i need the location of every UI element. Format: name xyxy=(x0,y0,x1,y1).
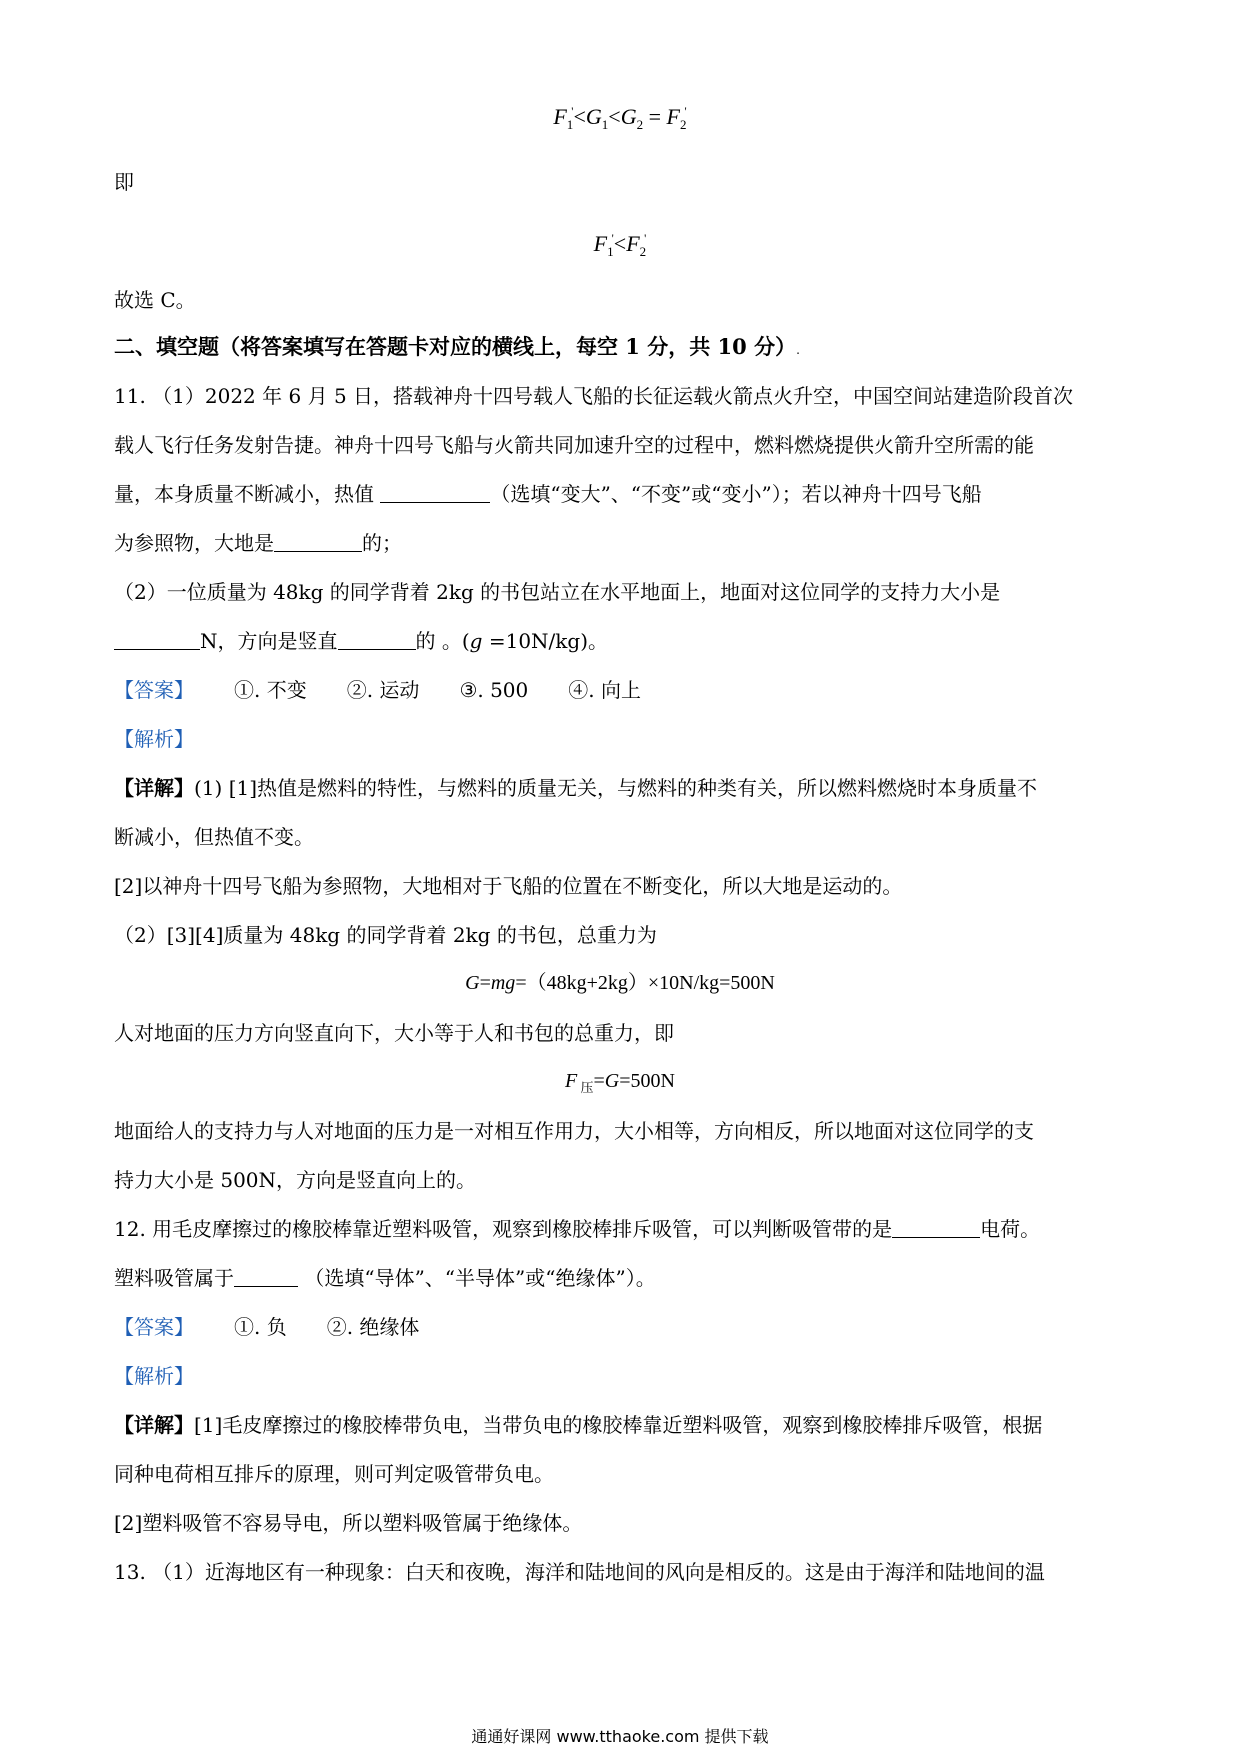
page-footer: 通通好课网 www.tthaoke.com 提供下载 xyxy=(471,1727,769,1746)
q11-g-symbol: g xyxy=(469,629,483,653)
q12-blank-1 xyxy=(892,1217,980,1238)
q12-line-2-rest: （选填“导体”、“半导体”或“绝缘体”）。 xyxy=(298,1266,656,1290)
q11-detail-5: 人对地面的压力方向竖直向下，大小等于人和书包的总重力，即 xyxy=(114,1021,674,1045)
q12-answer-1: ①. 负 xyxy=(234,1315,287,1339)
section-dot: . xyxy=(796,343,800,357)
q11-blank-1 xyxy=(380,482,490,503)
q11-line-4-text: 为参照物，大地是 xyxy=(114,531,274,555)
section-title xyxy=(114,333,800,364)
q12-line-1-rest: 电荷。 xyxy=(980,1217,1041,1241)
q11-detail-6: 地面给人的支持力与人对地面的压力是一对相互作用力，大小相等，方向相反，所以地面对这位同学的支 xyxy=(114,1119,1034,1143)
q11-line-5: （2）一位质量为 48kg 的同学背着 2kg 的书包站立在水平地面上，地面对这位同学的支持力大小是 xyxy=(114,580,1001,604)
q12-detail-tag: 【详解】 xyxy=(114,1413,194,1437)
q11-answer-3: ③. 500 xyxy=(459,678,529,702)
q11-equation-gravity: G=mg=（48kg+2kg）×10N/kg=500N xyxy=(465,972,775,994)
q11-blank-4 xyxy=(338,629,416,650)
q12-detail-1-text: [1]毛皮摩擦过的橡胶棒带负电，当带负电的橡胶棒靠近塑料吸管，观察到橡胶棒排斥吸管，根据 xyxy=(194,1413,1043,1437)
q12-analysis-tag: 【解析】 xyxy=(114,1364,194,1388)
q11-blank-2 xyxy=(274,531,362,552)
q13-line-1: 13. （1）近海地区有一种现象：白天和夜晚，海洋和陆地间的风向是相反的。这是由于海洋和陆地间的温 xyxy=(114,1560,1045,1584)
equation-force-gravity-chain: $F_1'<G_1<G_2 = F_2'$ xyxy=(553,104,687,132)
q11-answer-tag: 【答案】 xyxy=(114,678,194,702)
q11-answer-1: ①. 不变 xyxy=(234,678,307,702)
q12-line-1 xyxy=(114,1215,1040,1243)
q11-line-6-text: N，方向是竖直 xyxy=(200,629,338,653)
q11-line-6-mid: 的 。( xyxy=(415,629,470,653)
equation-f1-lt-f2: $F_1'<F_2'$ xyxy=(593,231,647,259)
text-choose-c: 故选 C。 xyxy=(114,288,196,312)
q11-equation-pressure: F $_压$=G=500N xyxy=(565,1070,675,1095)
q11-line-6-end: =10N/kg)。 xyxy=(482,629,609,653)
q11-detail-1 xyxy=(114,774,1037,802)
q11-line-1: 11. （1）2022 年 6 月 5 日，搭载神舟十四号载人飞船的长征运载火箭点火升空，中国空间站建造阶段首次 xyxy=(114,384,1074,408)
q12-line-1-text: 12. 用毛皮摩擦过的橡胶棒靠近塑料吸管，观察到橡胶棒排斥吸管，可以判断吸管带的是 xyxy=(114,1217,893,1241)
q11-detail-3: [2]以神舟十四号飞船为参照物，大地相对于飞船的位置在不断变化，所以大地是运动的。 xyxy=(114,874,903,898)
q11-detail-4: （2）[3][4]质量为 48kg 的同学背着 2kg 的书包，总重力为 xyxy=(114,923,657,947)
q12-detail-2: 同种电荷相互排斥的原理，则可判定吸管带负电。 xyxy=(114,1462,554,1486)
q12-line-2-text: 塑料吸管属于 xyxy=(114,1266,234,1290)
q11-answer-row xyxy=(114,676,641,704)
q12-line-2 xyxy=(114,1264,656,1292)
q11-detail-2: 断减小，但热值不变。 xyxy=(114,825,314,849)
q12-detail-1 xyxy=(114,1411,1042,1439)
q11-detail-7: 持力大小是 500N，方向是竖直向上的。 xyxy=(114,1168,477,1192)
q11-line-3 xyxy=(114,480,982,508)
q11-detail-1-text: (1) [1]热值是燃料的特性，与燃料的质量无关，与燃料的种类有关，所以燃料燃烧时本身质量不 xyxy=(194,776,1038,800)
text-ji: 即 xyxy=(114,170,134,194)
q12-answer-row xyxy=(114,1313,419,1341)
q11-line-3-text: 量，本身质量不断减小，热值 xyxy=(114,482,381,506)
q11-detail-tag: 【详解】 xyxy=(114,776,194,800)
q12-blank-2 xyxy=(234,1266,298,1287)
section-title-text: 二、填空题（将答案填写在答题卡对应的横线上，每空 1 分，共 10 分） xyxy=(114,334,797,359)
q11-line-4 xyxy=(114,529,402,557)
q11-line-4-rest: 的； xyxy=(362,531,402,555)
q12-answer-2: ②. 绝缘体 xyxy=(326,1315,420,1339)
q11-blank-3 xyxy=(114,629,200,650)
q12-answer-tag: 【答案】 xyxy=(114,1315,194,1339)
q11-line-6 xyxy=(114,627,608,655)
q11-analysis-tag: 【解析】 xyxy=(114,727,194,751)
q11-answer-4: ④. 向上 xyxy=(568,678,641,702)
q11-answer-2: ②. 运动 xyxy=(346,678,420,702)
q11-line-3-rest: （选填“变大”、“不变”或“变小”）；若以神舟十四号飞船 xyxy=(490,482,982,506)
q12-detail-3: [2]塑料吸管不容易导电，所以塑料吸管属于绝缘体。 xyxy=(114,1511,583,1535)
q11-line-2: 载人飞行任务发射告捷。神舟十四号飞船与火箭共同加速升空的过程中，燃料燃烧提供火箭升空所需的能 xyxy=(114,433,1034,457)
